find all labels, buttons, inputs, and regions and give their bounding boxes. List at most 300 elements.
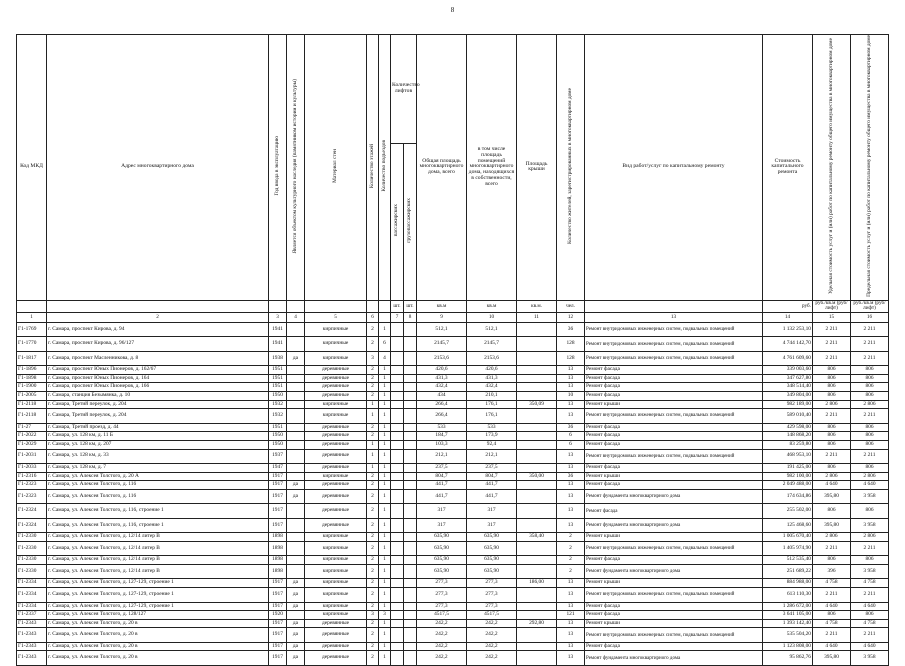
cell-total-area: 237,5 [417,464,467,473]
cell-residents: 128 [557,351,585,366]
cell-floors: 3 [367,351,379,366]
cell-address: г. Самара, проспект Юных Пионеров, д. 162/67 [47,366,269,375]
unit-cell: кв.м [417,300,467,312]
cell-code: Г1-2330 [17,564,47,579]
cell-unit-cost: 4 758 [813,619,851,628]
cell-residents: 13 [557,628,585,643]
cell-work: Ремонт фасада [585,556,763,565]
cell-material: деревянные [305,464,367,473]
cell-code: Г1-27 [17,423,47,432]
cell-unit-cost: 806 [813,374,851,383]
cell-code: Г1-1817 [17,351,47,366]
cell-material: деревянные [305,489,367,504]
cell-floors: 2 [367,556,379,565]
cell-entrances: 1 [379,533,391,542]
cell-limit-cost: 2 211 [851,337,889,352]
cell-lifts-passenger [391,588,404,603]
cell-total-area: 635,90 [417,556,467,565]
cell-total-area: 512,1 [417,322,467,337]
cell-lifts-passenger [391,579,404,588]
cell-unit-cost: 806 [813,504,851,519]
cell-heritage [287,556,305,565]
cell-roof-area [517,489,557,504]
cell-code: Г1-2323 [17,489,47,504]
cell-total-area: 317 [417,518,467,533]
cell-entrances: 1 [379,651,391,666]
cell-unit-cost: 806 [813,556,851,565]
cell-owned-area: 242,2 [467,651,517,666]
cell-year: 1917 [269,518,287,533]
header-material: Материал стен [305,35,367,301]
unit-cell: шт. [404,300,417,312]
cell-material: кирпичные [305,409,367,424]
cell-floors: 1 [367,464,379,473]
cell-year: 1951 [269,374,287,383]
cell-work: Ремонт крыши [585,472,763,481]
column-number: 6 [367,312,379,322]
cell-floors: 2 [367,602,379,611]
column-number: 15 [813,312,851,322]
cell-heritage [287,611,305,620]
cell-owned-area: 804,7 [467,472,517,481]
cell-heritage: да [287,489,305,504]
cell-material: кирпичные [305,400,367,409]
cell-code: Г1-2316 [17,472,47,481]
cell-year: 1917 [269,602,287,611]
cell-material: кирпичные [305,602,367,611]
cell-entrances: 6 [379,337,391,352]
cell-address: г. Самара, ул. Алексея Толстого, д. 20 А [47,472,269,481]
cell-work: Ремонт фундамента многоквартирного дома [585,489,763,504]
cell-entrances: 1 [379,409,391,424]
cell-owned-area: 2145,7 [467,337,517,352]
column-number: 5 [305,312,367,322]
cell-cost: 613 110,30 [763,588,813,603]
cell-cost: 884 988,00 [763,579,813,588]
cell-unit-cost: 2 211 [813,449,851,464]
cell-address: г. Самара, ул. 128 км, д. 207 [47,440,269,449]
table-row [17,564,889,579]
cell-address: г. Самара, ул. Алексея Толстого, д. 20 в [47,642,269,651]
cell-lifts-passenger [391,564,404,579]
unit-cell: кв.м [467,300,517,312]
cell-total-area: 317 [417,504,467,519]
cell-floors: 1 [367,440,379,449]
cell-address: г. Самара, проспект Кирова, д. 96/127 [47,337,269,352]
cell-lifts-cargo [404,628,417,643]
header-heritage: Является объектом культурного наследия (памятником истории и культуры) [287,35,305,301]
cell-residents: 13 [557,602,585,611]
header-roof-area: Площадь крыши [517,35,557,301]
cell-unit-cost: 4 640 [813,481,851,490]
cell-cost: 1 132 253,10 [763,322,813,337]
cell-year: 1917 [269,619,287,628]
cell-roof-area [517,392,557,401]
cell-lifts-cargo [404,619,417,628]
cell-entrances: 1 [379,432,391,441]
cell-owned-area: 92,4 [467,440,517,449]
cell-cost: 255 502,00 [763,504,813,519]
unit-cell [287,300,305,312]
cell-entrances: 1 [379,400,391,409]
cell-roof-area [517,651,557,666]
cell-material: кирпичные [305,533,367,542]
cell-lifts-passenger [391,392,404,401]
table-row [17,533,889,542]
unit-cell [379,300,391,312]
cell-unit-cost: 2 211 [813,322,851,337]
cell-entrances: 3 [379,611,391,620]
table-row [17,472,889,481]
column-number: 12 [557,312,585,322]
cell-material: кирпичные [305,611,367,620]
cell-floors: 2 [367,392,379,401]
cell-heritage [287,541,305,556]
header-works: Вид работ/услуг по капитальному ремонту [585,35,763,301]
cell-residents: 13 [557,588,585,603]
cell-owned-area: 277,3 [467,579,517,588]
cell-work: Ремонт фасада [585,374,763,383]
unit-cell [269,300,287,312]
cell-address: г. Самара, ул. 128 км, д. 33 [47,449,269,464]
cell-lifts-passenger [391,602,404,611]
cell-lifts-cargo [404,392,417,401]
cell-unit-cost: 4 758 [813,579,851,588]
cell-lifts-cargo [404,518,417,533]
cell-limit-cost: 2 806 [851,400,889,409]
cell-lifts-passenger [391,322,404,337]
cell-unit-cost: 2 211 [813,588,851,603]
cell-roof-area [517,611,557,620]
cell-lifts-passenger [391,541,404,556]
cell-work: Ремонт внутридомовых инженерных систем, подвальных помещений [585,588,763,603]
cell-cost: 982 189,00 [763,400,813,409]
cell-cost: 191 425,00 [763,464,813,473]
header-code: Код МКД [17,35,47,301]
cell-limit-cost: 806 [851,392,889,401]
cell-heritage: да [287,619,305,628]
cell-lifts-cargo [404,464,417,473]
cell-residents: 13 [557,383,585,392]
cell-roof-area: 186,00 [517,579,557,588]
cell-unit-cost: 2 211 [813,351,851,366]
cell-limit-cost: 806 [851,374,889,383]
units-row [17,300,889,312]
cell-cost: 2 049 488,00 [763,481,813,490]
table-row [17,449,889,464]
cell-address: г. Самара, Третий проезд, д. 44 [47,423,269,432]
table-row [17,518,889,533]
cell-total-area: 277,3 [417,602,467,611]
cell-floors: 2 [367,472,379,481]
cell-work: Ремонт фундамента многоквартирного дома [585,564,763,579]
cell-address: г. Самара, ул. Алексея Толстого, д. 127-129, строение 1 [47,602,269,611]
cell-residents: 36 [557,472,585,481]
unit-cell [367,300,379,312]
cell-roof-area [517,409,557,424]
cell-residents: 2 [557,556,585,565]
cell-floors: 2 [367,383,379,392]
cell-total-area: 635,90 [417,564,467,579]
cell-heritage [287,472,305,481]
cell-address: г. Самара, ул. Алексея Толстого, д. 20 в [47,651,269,666]
cell-owned-area: 242,2 [467,619,517,628]
cell-limit-cost: 4 758 [851,619,889,628]
cell-roof-area [517,423,557,432]
header-lifts-passenger: пассажирских [391,143,404,300]
cell-total-area: 103,3 [417,440,467,449]
cell-work: Ремонт фасада [585,464,763,473]
header-address: Адрес многоквартирного дома [47,35,269,301]
cell-heritage: да [287,579,305,588]
cell-residents: 13 [557,642,585,651]
cell-entrances: 1 [379,392,391,401]
cell-material: кирпичные [305,472,367,481]
cell-year: 1950 [269,432,287,441]
cell-cost: 1 005 670,40 [763,533,813,542]
table-row [17,423,889,432]
cell-entrances: 1 [379,322,391,337]
unit-cell [585,300,763,312]
cell-owned-area: 176,1 [467,409,517,424]
column-number: 3 [269,312,287,322]
cell-floors: 2 [367,481,379,490]
cell-total-area: 212,1 [417,449,467,464]
table-body [17,322,889,665]
cell-heritage: да [287,602,305,611]
cell-owned-area: 635,90 [467,564,517,579]
cell-address: г. Самара, ул. Алексея Толстого, д. 127-129, строение 1 [47,588,269,603]
cell-residents: 13 [557,651,585,666]
cell-heritage [287,449,305,464]
cell-limit-cost: 2 211 [851,628,889,643]
cell-lifts-passenger [391,642,404,651]
unit-cell [17,300,47,312]
cell-lifts-cargo [404,481,417,490]
cell-entrances: 1 [379,556,391,565]
cell-total-area: 2153,6 [417,351,467,366]
cell-roof-area [517,481,557,490]
cell-address: г. Самара, проспект Юных Пионеров, д. 166 [47,383,269,392]
cell-floors: 2 [367,374,379,383]
cell-roof-area: 358,40 [517,533,557,542]
cell-floors: 2 [367,489,379,504]
cell-floors: 2 [367,423,379,432]
table-row [17,642,889,651]
cell-total-area: 635,90 [417,541,467,556]
header-limit-cost: Предельная стоимость услуг и (или) работ по капитальному ремонту общего имущества в многоквартирном доме [851,35,889,301]
cell-material: деревянные [305,383,367,392]
cell-total-area: 2145,7 [417,337,467,352]
table-row [17,400,889,409]
cell-address: г. Самара, проспект Юных Пионеров, д. 164 [47,374,269,383]
cell-heritage [287,432,305,441]
column-number: 4 [287,312,305,322]
cell-owned-area: 317 [467,504,517,519]
cell-residents: 13 [557,366,585,375]
cell-residents: 2 [557,533,585,542]
cell-unit-cost: 2 211 [813,337,851,352]
cell-code: Г1-2330 [17,556,47,565]
cell-code: Г1-2022 [17,432,47,441]
table-row [17,432,889,441]
cell-total-area: 434 [417,392,467,401]
cell-lifts-cargo [404,602,417,611]
cell-owned-area: 420,6 [467,366,517,375]
cell-owned-area: 237,5 [467,464,517,473]
cell-material: деревянные [305,504,367,519]
cell-roof-area: 350,09 [517,400,557,409]
cell-roof-area [517,504,557,519]
unit-cell: шт. [391,300,404,312]
cell-year: 1898 [269,564,287,579]
cell-roof-area [517,556,557,565]
cell-roof-area [517,564,557,579]
cell-unit-cost: 395,80 [813,518,851,533]
column-number: 13 [585,312,763,322]
cell-lifts-cargo [404,504,417,519]
cell-unit-cost: 806 [813,464,851,473]
column-number: 16 [851,312,889,322]
cell-code: Г1-2343 [17,619,47,628]
page-number: 8 [450,6,455,14]
cell-owned-area: 277,3 [467,602,517,611]
cell-unit-cost: 396 [813,564,851,579]
cell-unit-cost: 806 [813,366,851,375]
cell-work: Ремонт фасада [585,504,763,519]
cell-lifts-cargo [404,409,417,424]
cell-code: Г1-2334 [17,588,47,603]
cell-owned-area: 441,7 [467,481,517,490]
cell-code: Г1-2330 [17,533,47,542]
cell-total-area: 277,3 [417,579,467,588]
cell-lifts-cargo [404,579,417,588]
cell-owned-area: 635,90 [467,556,517,565]
cell-lifts-passenger [391,432,404,441]
header-unit-cost: Удельная стоимость услуг и (или) работ по капитальному ремонту общего имущества в многоквартирном доме [813,35,851,301]
cell-total-area: 4517,5 [417,611,467,620]
cell-owned-area: 441,7 [467,489,517,504]
cell-owned-area: 212,1 [467,449,517,464]
table-row [17,651,889,666]
cell-limit-cost: 4 640 [851,481,889,490]
cell-code: Г1-2343 [17,628,47,643]
cell-total-area: 441,7 [417,481,467,490]
column-number: 7 [391,312,404,322]
unit-cell: кв.м. [517,300,557,312]
cell-work: Ремонт внутридомовых инженерных систем, подвальных помещений [585,409,763,424]
cell-owned-area: 635,90 [467,541,517,556]
cell-limit-cost: 2 211 [851,351,889,366]
cell-lifts-passenger [391,351,404,366]
table-row [17,588,889,603]
cell-lifts-passenger [391,409,404,424]
cell-code: Г1-2005 [17,392,47,401]
cell-entrances: 1 [379,579,391,588]
header-total-area: Общая площадь многоквартирного дома, всего [417,35,467,301]
cell-entrances: 1 [379,440,391,449]
cell-roof-area: 350,00 [517,472,557,481]
cell-lifts-cargo [404,472,417,481]
cell-total-area: 441,7 [417,489,467,504]
cell-cost: 512 535,40 [763,556,813,565]
cell-code: Г1-1770 [17,337,47,352]
cell-total-area: 533 [417,423,467,432]
cell-roof-area [517,588,557,603]
cell-year: 1898 [269,533,287,542]
cell-unit-cost: 2 806 [813,400,851,409]
cell-cost: 148 868,20 [763,432,813,441]
cell-material: кирпичные [305,564,367,579]
cell-cost: 95 862,76 [763,651,813,666]
unit-cell [47,300,269,312]
cell-code: Г1-2323 [17,481,47,490]
cell-work: Ремонт фасада [585,383,763,392]
cell-floors: 2 [367,504,379,519]
cell-work: Ремонт крыши [585,579,763,588]
cell-limit-cost: 3 958 [851,651,889,666]
table-row [17,366,889,375]
cell-code: Г1-1769 [17,322,47,337]
table-row [17,374,889,383]
cell-entrances: 1 [379,564,391,579]
column-number: 1 [17,312,47,322]
cell-year: 1920 [269,611,287,620]
cell-code: Г1-1898 [17,374,47,383]
cell-lifts-passenger [391,556,404,565]
cell-work: Ремонт внутридомовых инженерных систем, подвальных помещений [585,449,763,464]
cell-lifts-cargo [404,564,417,579]
cell-residents: 13 [557,374,585,383]
cell-unit-cost: 395,80 [813,489,851,504]
column-number: 10 [467,312,517,322]
cell-year: 1917 [269,472,287,481]
cell-entrances: 1 [379,423,391,432]
cell-lifts-cargo [404,651,417,666]
cell-total-area: 266,4 [417,400,467,409]
cell-year: 1917 [269,651,287,666]
column-number: 2 [47,312,269,322]
cell-heritage: да [287,481,305,490]
cell-floors: 2 [367,533,379,542]
cell-material: кирпичные [305,351,367,366]
cell-year: 1917 [269,481,287,490]
cell-unit-cost: 4 640 [813,602,851,611]
header-owned-area: в том числе площадь помещений многоквартирного дома, находящихся в собственности, всего [467,35,517,301]
cell-entrances: 1 [379,464,391,473]
cell-cost: 251 689,22 [763,564,813,579]
cell-entrances: 1 [379,628,391,643]
cell-address: г. Самара, ул. Алексея Толстого, д. 12/14 литер В [47,541,269,556]
table-row [17,579,889,588]
cell-lifts-passenger [391,481,404,490]
cell-lifts-cargo [404,351,417,366]
cell-lifts-cargo [404,611,417,620]
cell-work: Ремонт фасада [585,611,763,620]
cell-material: деревянные [305,440,367,449]
cell-owned-area: 242,2 [467,642,517,651]
cell-roof-area: 292,80 [517,619,557,628]
cell-limit-cost: 4 640 [851,602,889,611]
cell-floors: 1 [367,449,379,464]
cell-year: 1932 [269,409,287,424]
header-entrances: Количество подъездов [379,35,391,301]
cell-year: 1917 [269,489,287,504]
table-row [17,440,889,449]
cell-work: Ремонт фасада [585,423,763,432]
table-row [17,556,889,565]
cell-residents: 13 [557,579,585,588]
